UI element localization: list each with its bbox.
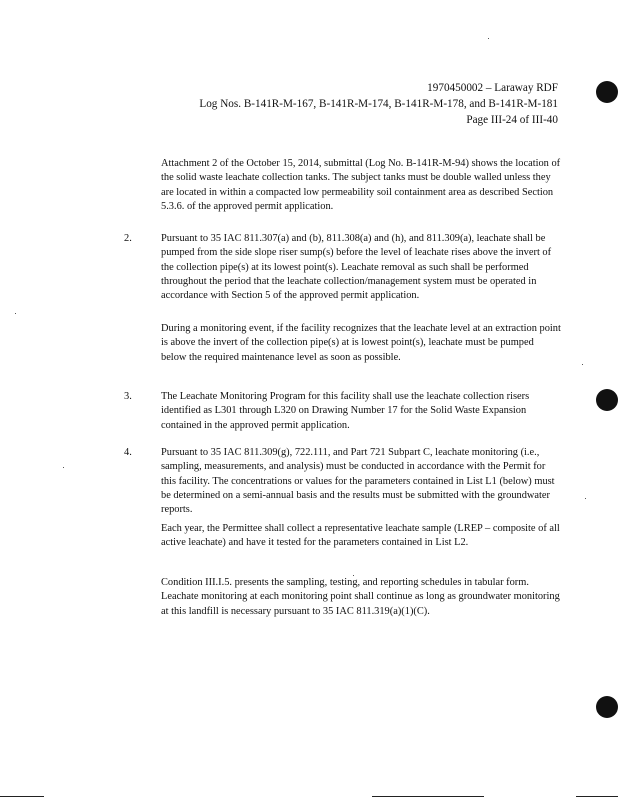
footer-rule-left [0,796,44,797]
footer-rule-center [372,796,484,797]
page-header [199,80,558,128]
binder-hole-top [596,81,618,103]
header-permit-line: 1970450002 – Laraway RDF [427,82,558,94]
item-paragraph: The Leachate Monitoring Program for this facility shall use the leachate collection risers identified as L301 through L320 on Drawing Number 17 for the Solid Waste Expansion contained in the approved permit application. [161,391,530,431]
item-number: 2. [124,233,132,244]
binder-hole-bottom [596,696,618,718]
intro-paragraph: Attachment 2 of the October 15, 2014, submittal (Log No. B-141R-M-94) shows the location of the solid waste leachate collection tanks. The subject tanks must be double walled unless they are located in within a compacted low permeability soil containment area as described Section 5.3.6. of the approved permit application. [161,158,561,212]
item-paragraph: During a monitoring event, if the facility recognizes that the leachate level at an extraction point is above the invert of the collection pipe(s) at is lowest point(s), leachate must be pumped below the required maintenance level as soon as possible. [161,323,561,363]
header-log-numbers: Log Nos. B-141R-M-167, B-141R-M-174, B-141R-M-178, and B-141R-M-181 [199,98,558,110]
binder-hole-middle [596,389,618,411]
item-number: 3. [124,391,132,402]
item-paragraph: Condition III.I.5. presents the sampling, testing, and reporting schedules in tabular form. Leachate monitoring at each monitoring point shall continue as long as groundwater monitoring at this landfill is necessary pursuant to 35 IAC 811.319(a)(1)(C). [161,577,560,617]
footer-rule-right [576,796,618,797]
scan-speck [63,467,64,468]
item-paragraph: Pursuant to 35 IAC 811.309(g), 722.111, and Part 721 Subpart C, leachate monitoring (i.e., sampling, measurements, and analysis) must be conducted in accordance with the Permit for this facility. The concentrations or values for the parameters contained in List L1 (below) must be determined on a semi-annual basis and the results must be submitted with the groundwater reports. [161,447,555,516]
header-page-number: Page III-24 of III-40 [466,114,558,126]
scan-speck [585,498,586,499]
scan-speck [582,364,583,365]
item-paragraph: Each year, the Permittee shall collect a representative leachate sample (LREP – composite of all active leachate) and have it tested for the parameters contained in List L2. [161,523,560,549]
scan-speck [15,313,16,314]
scan-speck [488,38,489,39]
item-paragraph: Pursuant to 35 IAC 811.307(a) and (b), 811.308(a) and (h), and 811.309(a), leachate shall be pumped from the side slope riser sump(s) before the level of leachate rises above the invert of the collection pipe(s) at its lowest point(s). Leachate removal as such shall be performed throughout the period that the leachate collection/management system must be operated in accordance with Section 5 of the approved permit application. [161,233,552,302]
item-number: 4. [124,447,132,458]
